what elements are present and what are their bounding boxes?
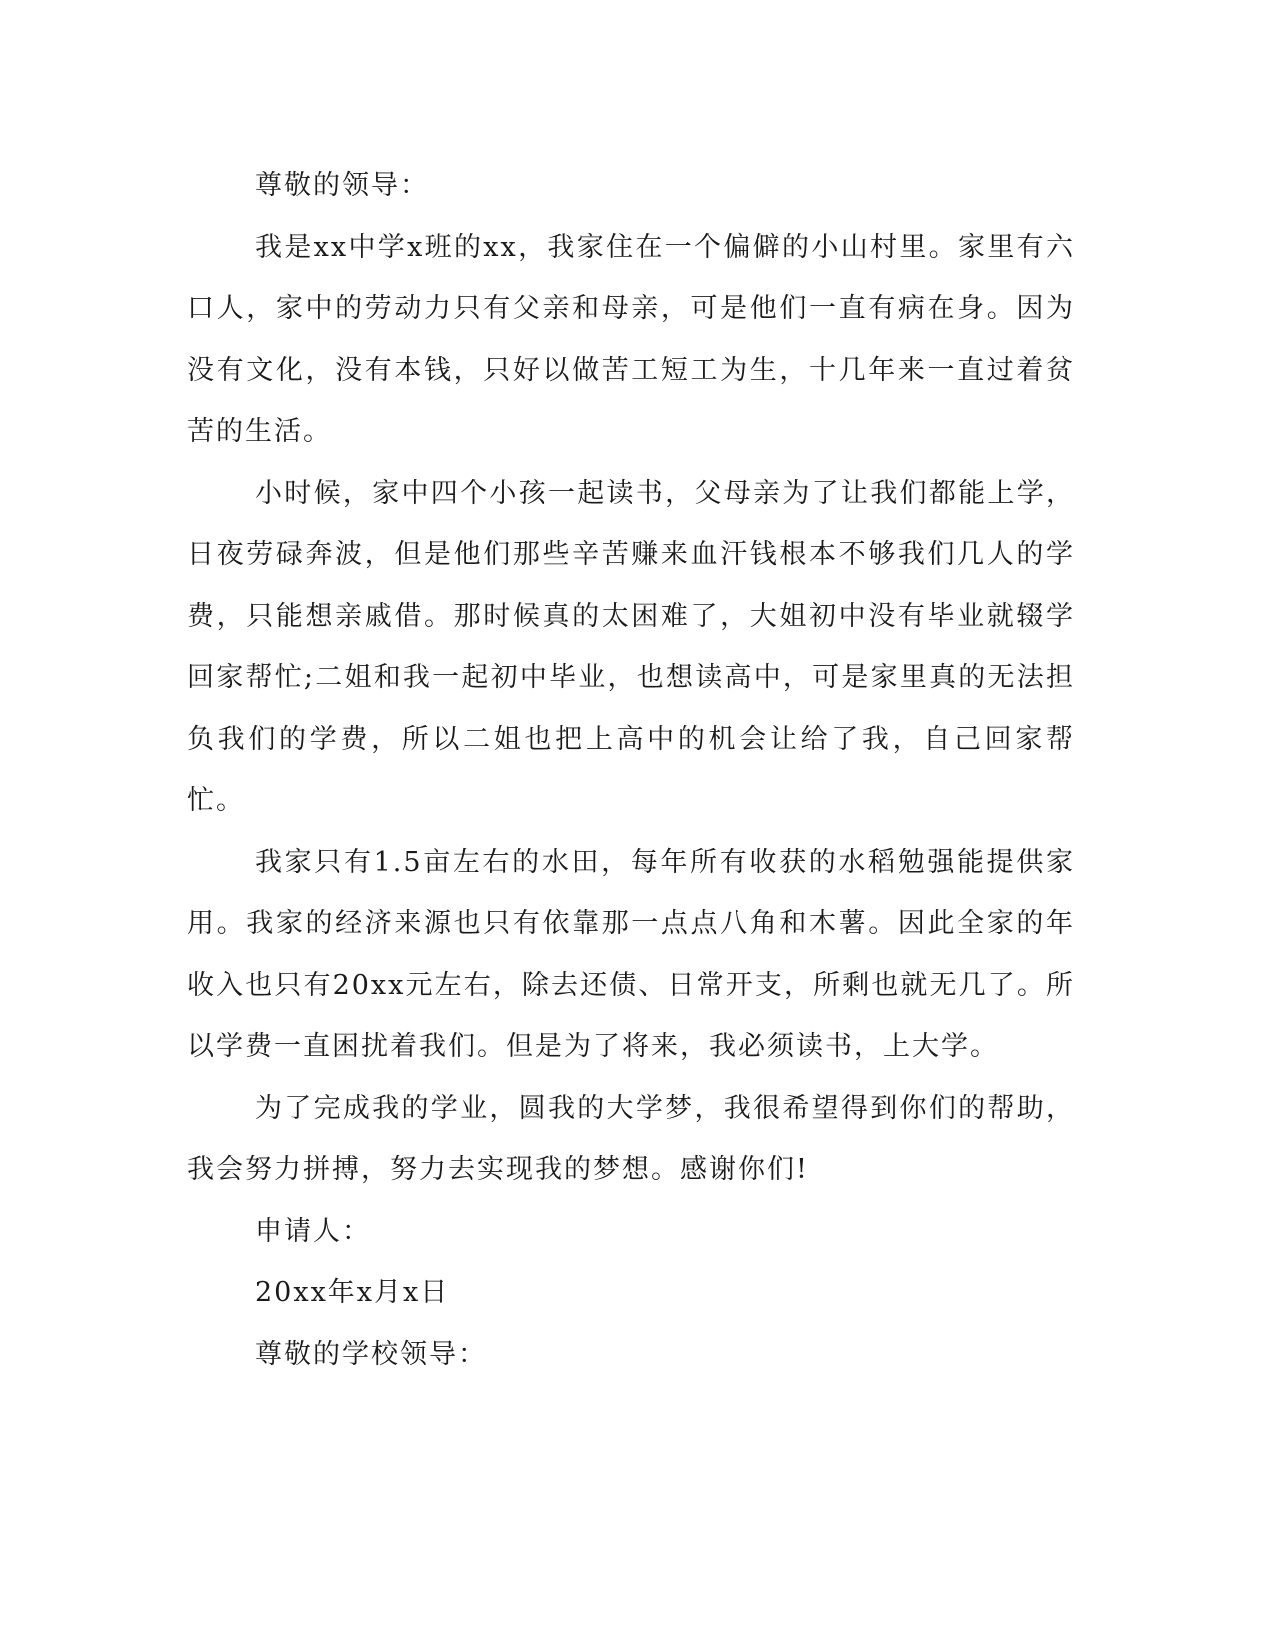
paragraph-request: 为了完成我的学业，圆我的大学梦，我很希望得到你们的帮助，我会努力拼搏，努力去实现我的梦想。感谢你们!	[187, 1092, 1075, 1185]
letter-body	[187, 155, 1075, 1385]
paragraph-income: 我家只有1.5亩左右的水田，每年所有收获的水稻勉强能提供家用。我家的经济来源也只有依靠那一点点八角和木薯。因此全家的年收入也只有20xx元左右，除去还债、日常开支，所剩也就无几了。所以学费一直困扰着我们。但是为了将来，我必须读书，上大学。	[187, 846, 1075, 1062]
paragraph-family-background: 我是xx中学x班的xx，我家住在一个偏僻的小山村里。家里有六口人，家中的劳动力只有父亲和母亲，可是他们一直有病在身。因为没有文化，没有本钱，只好以做苦工短工为生，十几年来一直过着贫苦的生活。	[187, 231, 1075, 447]
applicant-label: 申请人：	[255, 1215, 371, 1247]
salutation-leaders: 尊敬的领导：	[255, 170, 429, 201]
salutation-school-leaders: 尊敬的学校领导：	[255, 1338, 487, 1370]
paragraph-childhood: 小时候，家中四个小孩一起读书，父母亲为了让我们都能上学，日夜劳碌奔波，但是他们那些辛苦赚来血汗钱根本不够我们几人的学费，只能想亲戚借。那时候真的太困难了，大姐初中没有毕业就辍学回家帮忙;二姐和我一起初中毕业，也想读高中，可是家里真的无法担负我们的学费，所以二姐也把上高中的机会让给了我，自己回家帮忙。	[187, 477, 1075, 816]
letter-date: 20xx年x月x日	[255, 1277, 450, 1308]
